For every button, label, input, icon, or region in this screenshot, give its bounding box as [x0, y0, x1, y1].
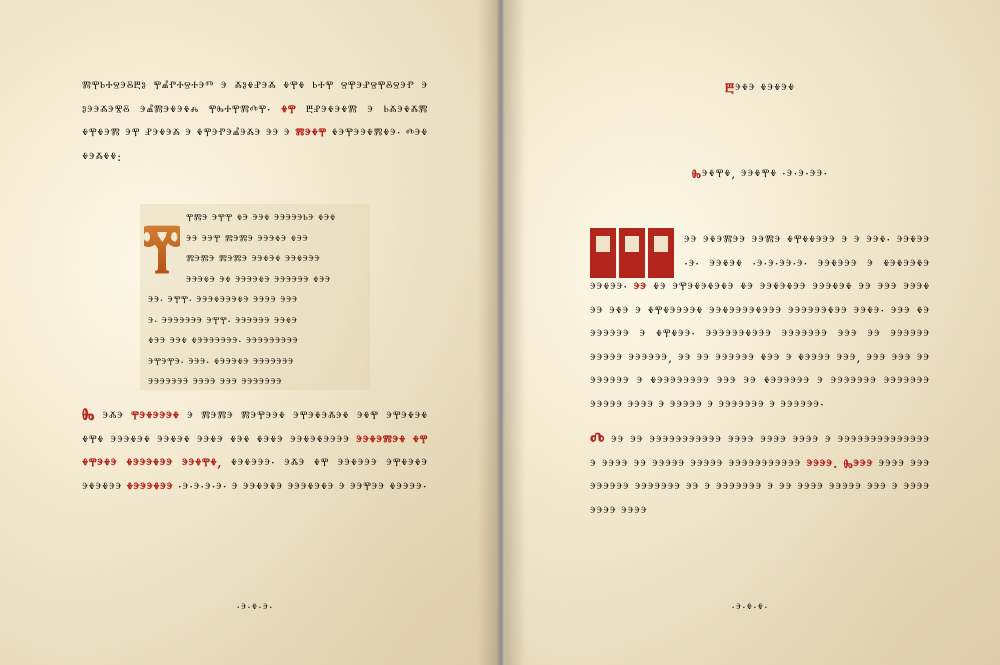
left-paragraph-2 [82, 404, 428, 498]
manuscript-line: ⰵⰵ ⰵⰵⰹ ⰿⰵⰿⰵ ⰵⰵⰵⰷⰵ ⰷⰵⰵ [186, 231, 309, 246]
drop-cap-glyph [619, 228, 645, 272]
text-run: ⰵⰵⰷ· ⰵⰵⰷⰵⰵ ·ⰵ· ⰵⰵⰷⰵⰷ ·ⰵ·ⰵ·ⰵⰵ·ⰵ· ⰵⰵⰷⰵⰵⰵ ⰵ ⰷⰵⰷⰵⰵⰷⰵ ⰵⰵⰷⰵⰵ· [590, 232, 930, 294]
red-text: ⰵⰵⰷⰵⰿⰵⰷ ⰷⰹ ⰷⰹⰵⰷⰵ ⰷⰵⰵⰵⰷⰵⰵ ⰵⰵⰷⰹⰷ, [82, 431, 428, 470]
text-run: ⰷⰵⰹⰵⰵⰷⰿⰷⰵ· ⰴⰵⰷ ⰷⰵⰶⰷⰷ: [82, 125, 429, 164]
red-initial: Ⰸ [691, 166, 702, 181]
text-run: ⰵⰵ ⰵⰷⰵⰿⰵⰵ ⰵⰵⰿⰵ ⰷⰹⰷⰷⰵⰵⰵ ⰵ ⰵ [684, 232, 861, 247]
text-run: ·ⰵ·ⰵ·ⰵ·ⰵ· ⰵ ⰵⰵⰷⰵⰷⰵ ⰵⰵⰵⰷⰵⰷⰵ ⰵ ⰵⰵⰹⰵⰵ ⰷⰵⰵⰵⰵ· [177, 478, 428, 494]
text-run: ⰷⰵⰷⰵⰵⰵ· ⰵⰶⰵ ⰷⰹ ⰵⰵⰷⰵⰵⰵ ⰵⰹⰷⰵⰷⰵ ⰵⰷⰵⰷⰵⰵ [82, 455, 429, 494]
decorative-drop-cap [590, 228, 678, 274]
red-text: ⰹⰵⰷⰵⰵⰵⰷ [131, 408, 180, 423]
red-initial: Ⰴ [590, 429, 606, 449]
red-initial: Ⰱ [724, 80, 735, 95]
manuscript-line: ⰵⰵ· ⰵⰹⰹ· ⰵⰵⰵⰷⰵⰵⰵⰷⰵ ⰵⰵⰵⰵ ⰵⰵⰵ [148, 293, 298, 307]
text-run: ⰱⱀⰵⰷⰵⰷⰿ ⰵ ⱃⰶⰵⰷⰶⰿ ⰷⰹⰷⰵⰿ ⰵⰹ ⱀⰵⰷⰵⰶ ⰵ ⰷⰹⰵⱂⰵⰼⰵⰶⰵ ⰵⰵ ⰵ [82, 101, 429, 140]
manuscript-line: ⰵⰵⰵⰵⰵⰵⰵ ⰵⰵⰵⰵ ⰵⰵⰵ ⰵⰵⰵⰵⰵⰵⰵ [148, 375, 283, 389]
illuminated-manuscript-fragment [136, 204, 370, 390]
running-header [590, 80, 930, 96]
left-page-number: ·ⰵ·ⰷ·ⰵ· [236, 601, 274, 614]
manuscript-line: ⰵ· ⰵⰵⰵⰵⰵⰵⰵ ⰵⰹⰹ· ⰵⰵⰵⰵⰵⰵ ⰵⰵⰷⰵ [148, 313, 298, 328]
left-paragraph-1 [82, 74, 428, 168]
text-run: ⰵⰶⰵ [102, 408, 124, 423]
chapter-heading-text: ⰵⰷⰹⰷ, ⰵⰵⰷⰹⰷ ·ⰵ·ⰵ·ⰵⰵ· [701, 166, 829, 181]
chapter-heading [590, 166, 930, 182]
manuscript-line: ⰿⰵⰿⰵ ⰿⰵⰿⰵ ⰵⰵⰷⰵⰷ ⰵⰵⰷⰵⰵⰵ [186, 252, 321, 266]
text-run: ⰵⰵ ⰵⰵ ⰵⰵⰵⰵⰵⰵⰵⰵⰵⰵⰵ ⰵⰵⰵⰵ ⰵⰵⰵⰵ ⰵⰵⰵⰵ ⰵ ⰵⰵⰵⰵⰵⰵⰵⰵⰵⰵⰵⰵⰵⰵ ⰵ ⰵⰵⰵⰵ ⰵⰵ ⰵⰵⰵⰵⰵ ⰵⰵⰵⰵⰵ ⰵⰵⰵⰵⰵⰵⰵⰵⰵⰵⰵ [590, 432, 930, 471]
text-run: ⰷⰵ ⰵⰹⰵⰷⰵⰷⰵⰷⰵ ⰷⰵ ⰵⰵⰷⰵⰷⰵⰵ ⰵⰵⰵⰷⰵⰷ ⰵⰵ ⰵⰵⰵ ⰵⰵⰵⰷ ⰵⰵ ⰵⰷⰵ ⰵ ⰷⰹⰷⰵⰵⰵⰵⰷ ⰵⰵⰷⰵⰵⰵⰵⰷⰵⰵⰵ ⰵⰵⰵⰵⰵⰵⰷⰵⰵ ⰵⰵⰷⰵ· ⰵⰵⰵ ⰷⰵ ⰵⰵⰵⰵⰵⰵ ⰵ ⰷⰹⰷⰵⰵ· ⰵⰵⰵⰵⰵⰵⰷⰵⰵⰵ ⰵⰵⰵⰵⰵⰵⰵ ⰵⰵⰵ ⰵⰵ ⰵⰵⰵⰵⰵⰵ ⰵⰵⰵⰵⰵ ⰵⰵⰵⰵⰵⰵ, ⰵⰵ ⰵⰵ ⰵⰵⰵⰵⰵⰵ ⰷⰵⰵ ⰵ ⰷⰵⰵⰵⰵ ⰵⰵⰵ, ⰵⰵⰵ ⰵⰵⰵ ⰵⰵ ⰵⰵⰵⰵⰵⰵ ⰵ ⰷⰵⰵⰵⰵⰵⰵⰵⰵ ⰵⰵⰵ ⰵⰵ ⰷⰵⰵⰵⰵⰵⰵ ⰵ ⰵⰵⰵⰵⰵⰵⰵ ⰵⰵⰵⰵⰵⰵⰵ ⰵⰵⰵⰵⰵ ⰵⰵⰵⰵ ⰵ ⰵⰵⰵⰵⰵ ⰵ ⰵⰵⰵⰵⰵⰵⰵ ⰵ ⰵⰵⰵⰵⰵⰵ· [590, 279, 931, 412]
red-text: ⰷⰵⰵⰵⰷⰵⰵ [126, 478, 174, 494]
right-page [500, 0, 1000, 665]
text-run: ⰵ ⰿⰵⰿⰵ ⰿⰵⰹⰵⰵⰷ ⰵⰹⰵⰷⰵⰶⰵⰷ ⰵⰷⰹ ⰵⰹⰵⰷⰵⰷ ⰷⰹⰷ ⰵⰵⰵⰷⰵⰷ ⰵⰵⰷⰵⰷ ⰵⰵⰷⰵ ⰷⰵⰷ ⰷⰵⰷⰵ ⰵⰵⰷⰵⰷⰵⰵⰵⰵ [82, 408, 429, 447]
red-text: ⰵⰵⰵⰵ. Ⰸⰵⰵⰵ [806, 455, 874, 471]
manuscript-lines [148, 208, 366, 393]
right-body [590, 228, 930, 522]
manuscript-line: ⰷⰵⰵ ⰵⰵⰷ ⰷⰵⰵⰵⰵⰵⰵⰵ· ⰵⰵⰵⰵⰵⰵⰵⰵⰵ [148, 334, 299, 348]
right-paragraph-2 [590, 428, 930, 522]
book-gutter [497, 0, 505, 665]
red-text: ⰿⰵⰷⰹ [295, 125, 327, 140]
drop-cap-glyph [590, 228, 616, 272]
red-initial: Ⰸ [82, 405, 96, 425]
manuscript-line: ⰹⰿⰵ ⰵⰹⰹ ⰷⰵ ⰵⰵⰷ ⰵⰵⰵⰵⰵⱃⰵ ⰷⰵⰷ [186, 211, 336, 225]
manuscript-line: ⰵⰵⰵⰷⰵ ⰵⰷ ⰵⰵⰵⰵⰷⰵ ⰵⰵⰵⰵⰵⰵ ⰷⰵⰵ [186, 272, 331, 287]
drop-cap-glyph [648, 228, 674, 272]
text-run: ⰿⰹⱃⰰⱄⰵⰻⰱⱁ ⰹⰼⱂⰰⱄⰰⰵⱅ ⰵ ⰶⱁⰷⱀⰵⰶ ⰷⰹⰷ ⱃⰰⰹ ⱄⰹⰵⱀⱄⰹⰻⱄⰵⱂ ⰵ ⱁⰵⰵⰶⰵⰺⰻ ⰵⰼⰿⰵⰷⰵⰷⰾ ⰹⰸⰰⰹⰿⰴⰹ· [82, 78, 428, 117]
right-page-number: ·ⰵ·ⰷ·ⰷ· [731, 601, 769, 614]
text-run: ⰵⰵⰵⰵ ⰵⰵⰵ ⰵⰵⰵⰵⰵⰵ ⰵⰵⰵⰵⰵⰵⰵ ⰵⰵ ⰵ ⰵⰵⰵⰵⰵⰵⰵ ⰵ ⰵⰵ ⰵⰵⰵⰵ ⰵⰵⰵⰵⰵ ⰵⰵⰵ ⰵ ⰵⰵⰵⰵ ⰵⰵⰵⰵ ⰵⰵⰵⰵ [590, 455, 931, 518]
header-text: ⰵⰷⰵ ⰷⰵⰷⰵⰷ [734, 80, 796, 95]
red-text: ⰷⰹ [281, 101, 297, 117]
red-text: ⰵⰵ [633, 279, 647, 294]
illuminated-initial: Ⰹ [136, 211, 188, 281]
manuscript-line: ⰵⰹⰵⰹⰵ· ⰵⰵⰵ· ⰷⰵⰵⰵⰷⰵ ⰵⰵⰵⰵⰵⰵⰵ [148, 354, 294, 369]
